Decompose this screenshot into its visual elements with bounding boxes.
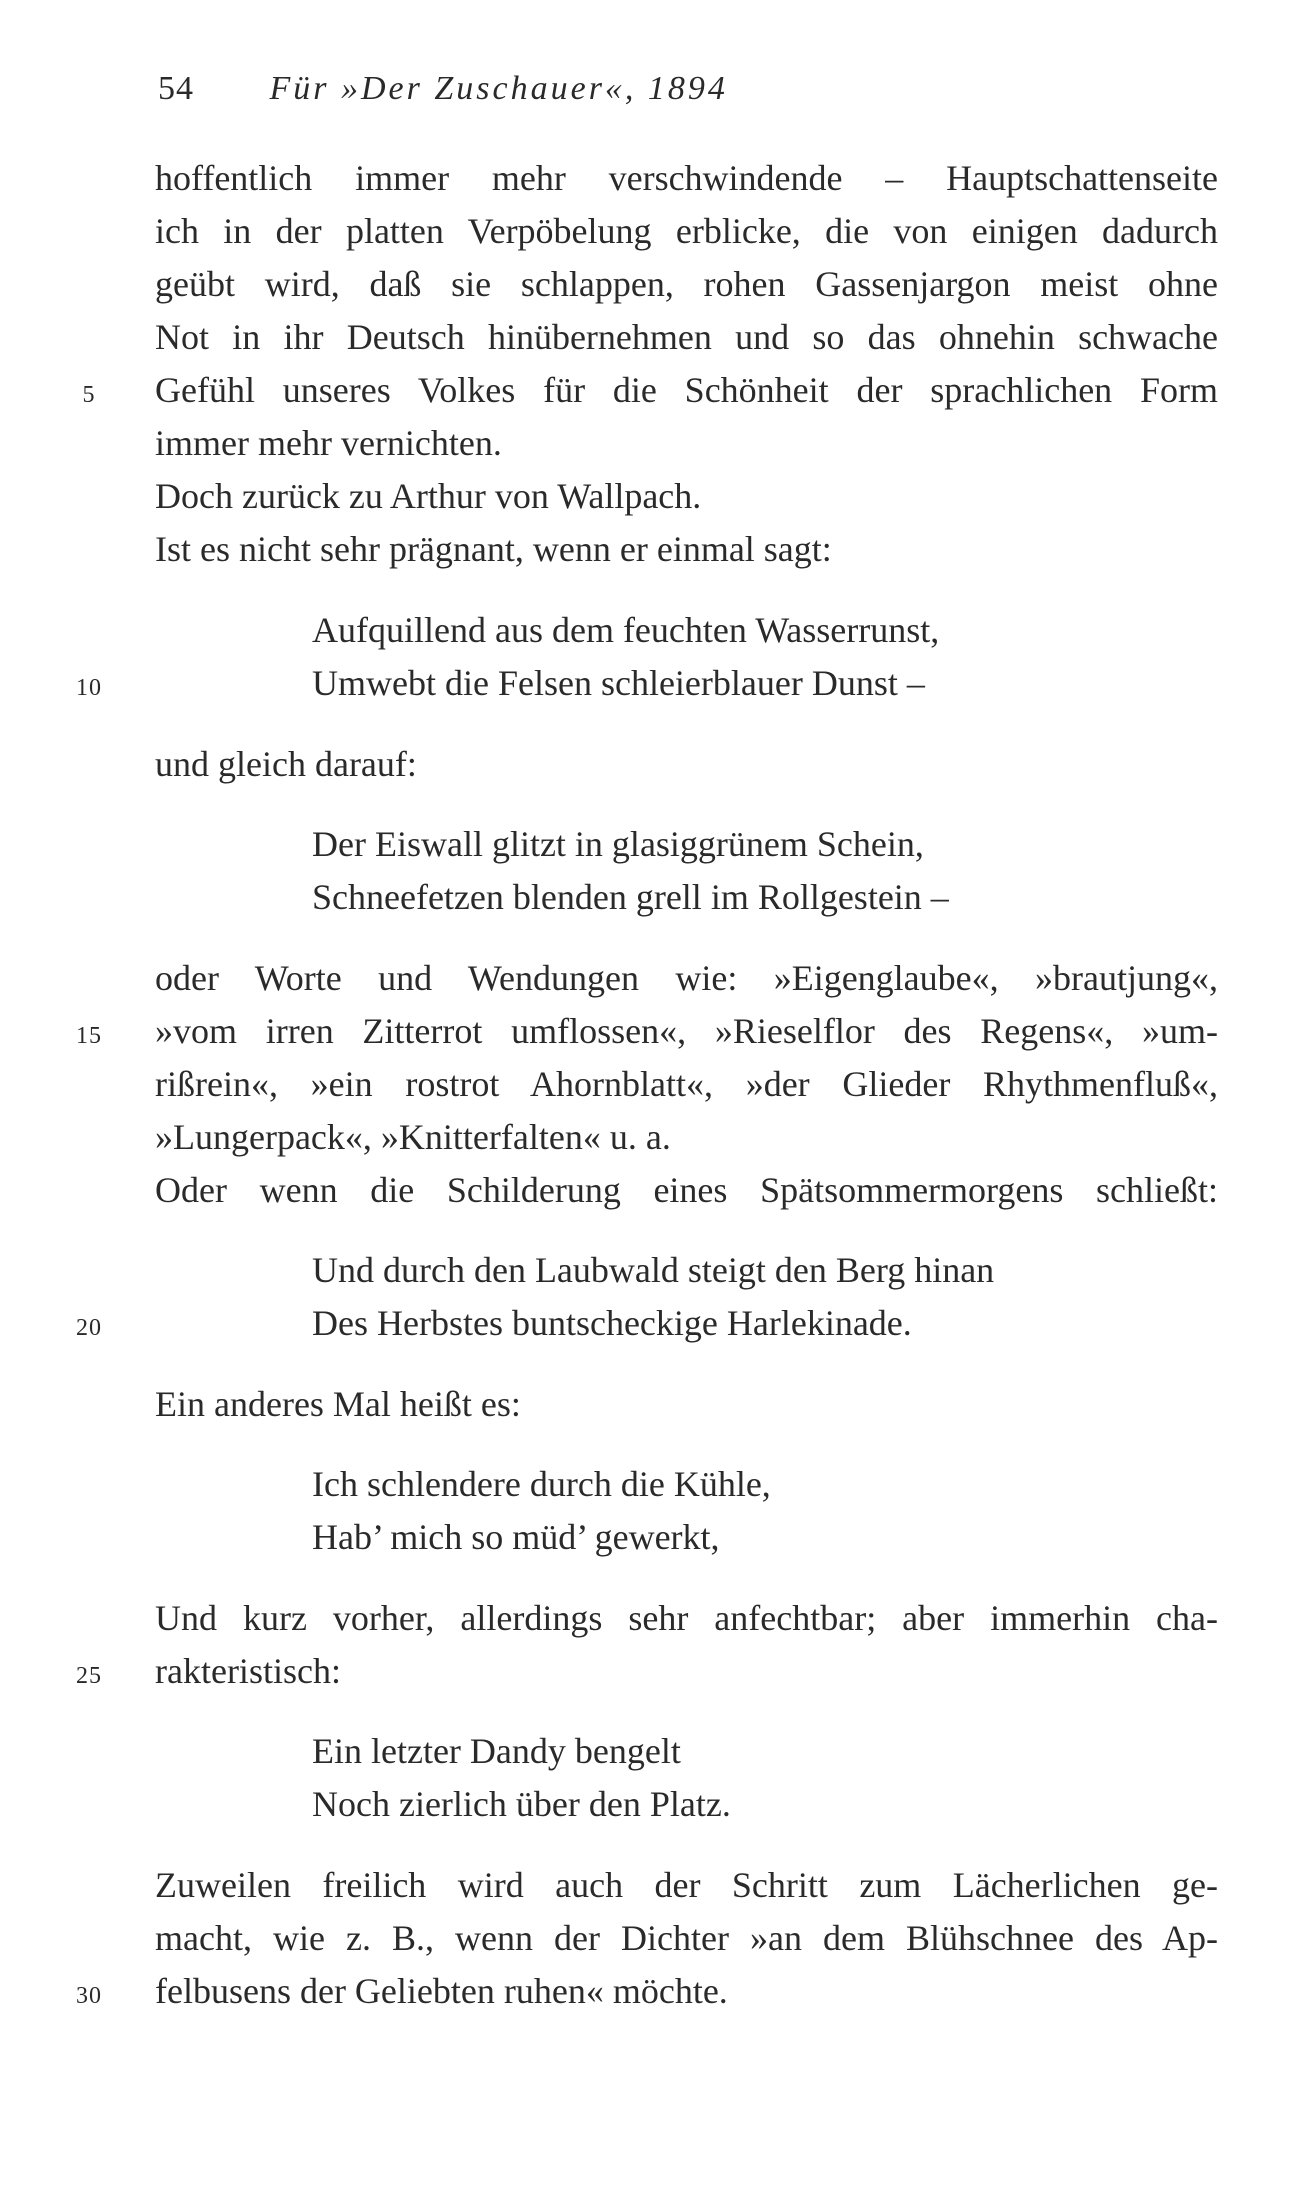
verse-line: Noch zierlich über den Platz. [312,1784,731,1824]
verse-line: Ein letzter Dandy bengelt [312,1731,681,1771]
verse-line: Hab’ mich so müd’ gewerkt, [312,1517,720,1557]
text-line: hoffentlich immer mehr verschwindende – Hauptschattenseite [155,158,1218,198]
text-line: geübt wird, daß sie schlappen, rohen Gassenjargon meist ohne [155,264,1218,304]
text-line: Ein anderes Mal heißt es: [155,1384,521,1424]
line-number: 10 [76,675,102,701]
line-number: 15 [76,1023,102,1049]
page-header [158,70,728,108]
text-line: rißrein«, »ein rostrot Ahornblatt«, »der Glieder Rhythmenfluß«, [155,1064,1218,1104]
text-line: »vom irren Zitterrot umflossen«, »Rieselflor des Regens«, »um- [155,1011,1218,1051]
text-line: Not in ihr Deutsch hinübernehmen und so das ohnehin schwache [155,317,1218,357]
text-line: Und kurz vorher, allerdings sehr anfechtbar; aber immerhin cha- [155,1598,1218,1638]
text-line: und gleich darauf: [155,744,417,784]
text-line: Ist es nicht sehr prägnant, wenn er einmal sagt: [155,529,832,569]
line-number: 20 [76,1315,102,1341]
text-line: immer mehr vernichten. [155,423,502,463]
line-number: 30 [76,1983,102,2009]
text-line: Zuweilen freilich wird auch der Schritt zum Lächerlichen ge- [155,1865,1218,1905]
line-number: 25 [76,1663,102,1689]
verse-line: Aufquillend aus dem feuchten Wasserrunst, [312,610,940,650]
verse-line: Ich schlendere durch die Kühle, [312,1464,771,1504]
text-line: Gefühl unseres Volkes für die Schönheit der sprachlichen Form [155,370,1218,410]
running-title: Für »Der Zuschauer«, 1894 [269,70,728,107]
text-line: macht, wie z. B., wenn der Dichter »an dem Blühschnee des Ap- [155,1918,1218,1958]
verse-line: Schneefetzen blenden grell im Rollgestein – [312,877,949,917]
verse-line: Des Herbstes buntscheckige Harlekinade. [312,1303,912,1343]
verse-line: Umwebt die Felsen schleierblauer Dunst – [312,663,925,703]
verse-line: Der Eiswall glitzt in glasiggrünem Schein, [312,824,924,864]
page-number: 54 [158,70,194,107]
text-line: »Lungerpack«, »Knitterfalten« u. a. [155,1117,671,1157]
text-line: Doch zurück zu Arthur von Wallpach. [155,476,702,516]
verse-line: Und durch den Laubwald steigt den Berg hinan [312,1250,995,1290]
line-number: 5 [82,382,96,408]
text-line: oder Worte und Wendungen wie: »Eigenglaube«, »brautjung«, [155,958,1218,998]
text-line: felbusens der Geliebten ruhen« möchte. [155,1971,728,2011]
text-line: Oder wenn die Schilderung eines Spätsommermorgens schließt: [155,1170,1218,1210]
text-line: rakteristisch: [155,1651,341,1691]
text-line: ich in der platten Verpöbelung erblicke, die von einigen dadurch [155,211,1218,251]
